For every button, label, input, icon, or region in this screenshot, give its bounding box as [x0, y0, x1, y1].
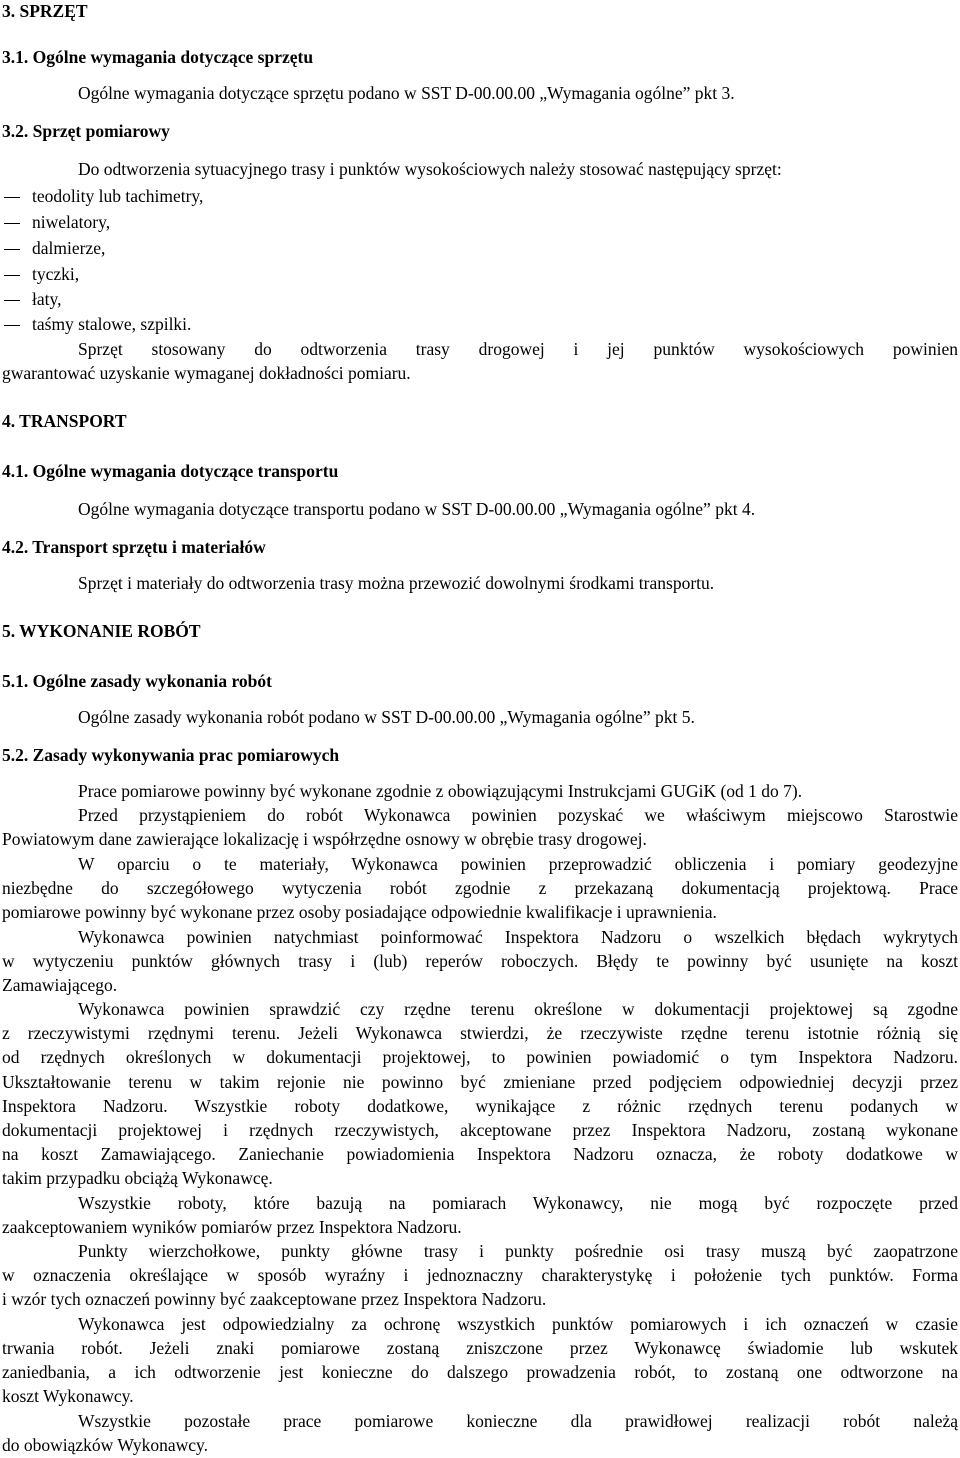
paragraph-line: Ukształtowanie terenu w takim rejonie nie powinno być zmieniane przed podjęciem odpowiedniej decyzji przez: [2, 1072, 958, 1092]
section-4-1-heading: 4.1. Ogólne wymagania dotyczące transportu: [2, 461, 339, 481]
section-4-heading: 4. TRANSPORT: [2, 411, 127, 431]
list-dash: [4, 325, 20, 326]
paragraph-line: zaakceptowaniem wyników pomiarów przez Inspektora Nadzoru.: [2, 1217, 462, 1237]
section-4-1-text: Ogólne wymagania dotyczące transportu podano w SST D-00.00.00 „Wymagania ogólne” pkt 4.: [78, 499, 756, 519]
list-dash: [4, 223, 20, 224]
section-3-2-note-line-1: Sprzęt stosowany do odtworzenia trasy drogowej i jej punktów wysokościowych powinien: [78, 339, 958, 359]
list-item: niwelatory,: [32, 212, 111, 232]
paragraph-line: niezbędne do szczegółowego wytyczenia robót zgodnie z przekazaną dokumentacją projektową. Prace: [2, 878, 958, 898]
section-3-2-note-line-2: gwarantować uzyskanie wymaganej dokładności pomiaru.: [2, 363, 411, 383]
list-item: taśmy stalowe, szpilki.: [32, 314, 192, 334]
list-item: teodolity lub tachimetry,: [32, 186, 204, 206]
list-dash: [4, 300, 20, 301]
section-5-2-heading: 5.2. Zasady wykonywania prac pomiarowych: [2, 745, 340, 765]
paragraph-line: Punkty wierzchołkowe, punkty główne trasy i punkty pośrednie osi trasy muszą być zaopatrzone: [78, 1241, 958, 1261]
list-item: tyczki,: [32, 264, 80, 284]
paragraph-line: Powiatowym dane zawierające lokalizację i współrzędne osnowy w obrębie trasy drogowej.: [2, 829, 647, 849]
list-item: dalmierze,: [32, 238, 106, 258]
section-5-heading: 5. WYKONANIE ROBÓT: [2, 621, 201, 641]
paragraph-line: na koszt Zamawiającego. Zaniechanie powiadomienia Inspektora Nadzoru oznacza, że roboty dodatkowe w: [2, 1144, 958, 1164]
paragraph-line: w wytyczeniu punktów głównych trasy i (lub) reperów roboczych. Błędy te powinny być usunięte na koszt: [2, 951, 958, 971]
paragraph-line: dokumentacji projektowej i rzędnych rzeczywistych, akceptowane przez Inspektora Nadzoru, zostaną wykonane: [2, 1120, 958, 1140]
paragraph-line: Wykonawca jest odpowiedzialny za ochronę wszystkich punktów pomiarowych i ich oznaczeń w czasie: [78, 1314, 958, 1334]
section-4-2-heading: 4.2. Transport sprzętu i materiałów: [2, 537, 266, 557]
paragraph-line: Wykonawca powinien sprawdzić czy rzędne terenu określone w dokumentacji projektowej są zgodne: [78, 999, 958, 1019]
paragraph-line: Zamawiającego.: [2, 975, 118, 995]
list-dash: [4, 249, 20, 250]
list-item: łaty,: [32, 289, 62, 309]
paragraph-line: Przed przystąpieniem do robót Wykonawca powinien pozyskać we właściwym miejscowo Starostwie: [78, 805, 958, 825]
section-5-1-text: Ogólne zasady wykonania robót podano w SST D-00.00.00 „Wymagania ogólne” pkt 5.: [78, 707, 695, 727]
paragraph-line: Prace pomiarowe powinny być wykonane zgodnie z obowiązującymi Instrukcjami GUGiK (od 1 do 7).: [78, 781, 803, 801]
section-3-1-heading: 3.1. Ogólne wymagania dotyczące sprzętu: [2, 47, 314, 67]
paragraph-line: do obowiązków Wykonawcy.: [2, 1435, 208, 1455]
paragraph-line: zaniedbania, a ich odtworzenie jest konieczne do dalszego prowadzenia robót, to zostaną one odtworzone na: [2, 1362, 958, 1382]
paragraph-line: W oparciu o te materiały, Wykonawca powinien przeprowadzić obliczenia i pomiary geodezyjne: [78, 854, 958, 874]
paragraph-line: pomiarowe powinny być wykonane przez osoby posiadające odpowiednie kwalifikacje i uprawnienia.: [2, 902, 717, 922]
paragraph-line: koszt Wykonawcy.: [2, 1386, 134, 1406]
section-3-heading: 3. SPRZĘT: [2, 1, 88, 21]
section-3-2-heading: 3.2. Sprzęt pomiarowy: [2, 121, 170, 141]
paragraph-line: Wszystkie roboty, które bazują na pomiarach Wykonawcy, nie mogą być rozpoczęte przed: [78, 1193, 958, 1213]
paragraph-line: od rzędnych określonych w dokumentacji projektowej, to powinien powiadomić o tym Inspektora Nadzoru.: [2, 1047, 958, 1067]
paragraph-line: Wykonawca powinien natychmiast poinformować Inspektora Nadzoru o wszelkich błędach wykrytych: [78, 927, 958, 947]
section-5-1-heading: 5.1. Ogólne zasady wykonania robót: [2, 671, 272, 691]
list-dash: [4, 275, 20, 276]
paragraph-line: i wzór tych oznaczeń powinny być zaakceptowane przez Inspektora Nadzoru.: [2, 1289, 547, 1309]
paragraph-line: w oznaczenia określające w sposób wyraźny i jednoznaczny charakterystykę i położenie tych punktów. Forma: [2, 1265, 958, 1285]
paragraph-line: z rzeczywistymi rzędnymi terenu. Jeżeli Wykonawca stwierdzi, że rzeczywiste rzędne terenu istotnie różnią się: [2, 1023, 958, 1043]
paragraph-line: trwania robót. Jeżeli znaki pomiarowe zostaną zniszczone przez Wykonawcę świadomie lub wskutek: [2, 1338, 958, 1358]
section-3-2-intro: Do odtworzenia sytuacyjnego trasy i punktów wysokościowych należy stosować następujący sprzęt:: [78, 159, 782, 179]
paragraph-line: Wszystkie pozostałe prace pomiarowe konieczne dla prawidłowej realizacji robót należą: [78, 1411, 958, 1431]
section-4-2-text: Sprzęt i materiały do odtworzenia trasy można przewozić dowolnymi środkami transportu.: [78, 573, 715, 593]
list-dash: [4, 197, 20, 198]
paragraph-line: Inspektora Nadzoru. Wszystkie roboty dodatkowe, wynikające z różnic rzędnych terenu podanych w: [2, 1096, 958, 1116]
section-3-1-text: Ogólne wymagania dotyczące sprzętu podano w SST D-00.00.00 „Wymagania ogólne” pkt 3.: [78, 83, 735, 103]
paragraph-line: takim przypadku obciążą Wykonawcę.: [2, 1168, 273, 1188]
